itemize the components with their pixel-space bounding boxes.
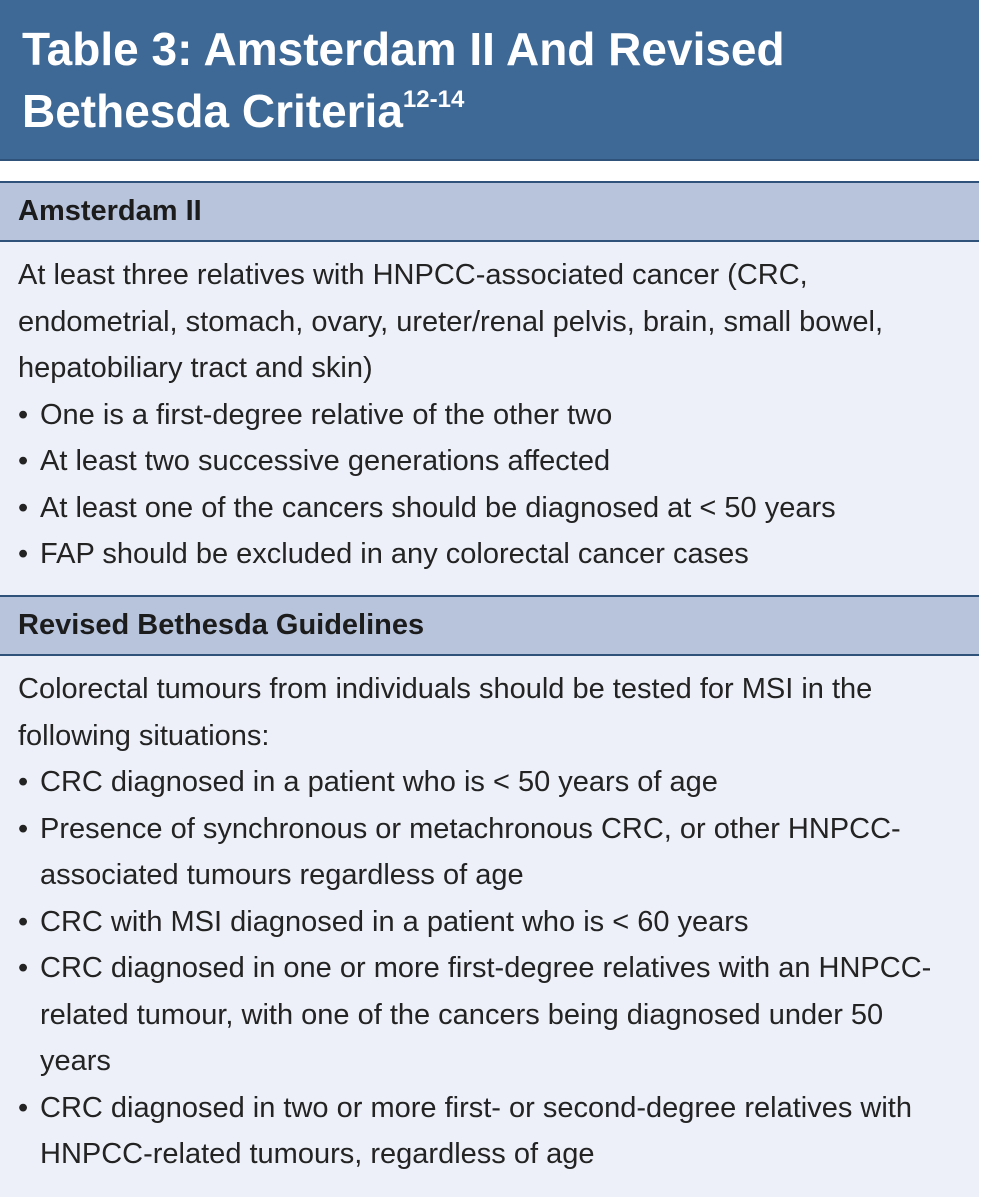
list-item [18, 485, 961, 532]
list-item-text: At least one of the cancers should be diagnosed at < 50 years [40, 491, 836, 524]
list-item-text: CRC diagnosed in a patient who is < 50 years of age [40, 766, 718, 798]
criteria-table [0, 181, 979, 1197]
reference-superscript: 12-14 [402, 86, 465, 113]
list-item [18, 899, 961, 946]
bullet-glyph: • [18, 538, 29, 570]
bullet-glyph: • [18, 766, 29, 798]
section-header-revised-bethesda: Revised Bethesda Guidelines [0, 595, 979, 656]
table-title-line-1: Table 3: Amsterdam II And Revised [22, 23, 785, 75]
list-item [18, 531, 961, 578]
section-intro: Colorectal tumours from individuals should be tested for MSI in the following situations: [18, 673, 873, 752]
bullet-glyph: • [18, 398, 29, 431]
bullet-glyph: • [18, 905, 29, 938]
list-item [18, 806, 961, 899]
table-title-banner [0, 0, 979, 161]
bullet-glyph: • [18, 445, 29, 477]
list-item-text: Presence of synchronous or metachronous CRC, or other HNPCC-associated tumours regardless of age [40, 812, 901, 891]
list-item [18, 1085, 961, 1178]
list-item-text: One is a first-degree relative of the other two [40, 398, 613, 431]
bullet-glyph: • [18, 1091, 29, 1124]
bullet-glyph: • [18, 952, 29, 984]
section-body-amsterdam-ii [0, 242, 979, 595]
list-item [18, 759, 961, 806]
list-item [18, 945, 961, 1085]
table-title-text: Bethesda Criteria [22, 85, 403, 137]
list-item-text: CRC with MSI diagnosed in a patient who is < 60 years [40, 905, 749, 938]
list-item [18, 392, 961, 439]
list-item-text: CRC diagnosed in two or more first- or second-degree relatives with HNPCC-related tumours, regardless of age [40, 1091, 912, 1170]
list-item-text: CRC diagnosed in one or more first-degree relatives with an HNPCC-related tumour, with one of the cancers being diagnosed under 50 years [40, 952, 932, 1077]
list-item [18, 438, 961, 485]
criteria-list [18, 392, 961, 578]
list-item-text: FAP should be excluded in any colorectal cancer cases [40, 538, 749, 570]
bullet-glyph: • [18, 491, 29, 524]
section-body-revised-bethesda [0, 656, 979, 1196]
guidelines-list [18, 759, 961, 1178]
bullet-glyph: • [18, 812, 29, 845]
list-item-text: At least two successive generations affected [40, 445, 611, 477]
section-intro: At least three relatives with HNPCC-associated cancer (CRC, endometrial, stomach, ovary, ureter/renal pelvis, brain, small bowel, hepatobiliary tract and skin) [18, 259, 884, 384]
section-header-amsterdam-ii: Amsterdam II [0, 181, 979, 242]
table-title-line-2 [22, 80, 957, 142]
